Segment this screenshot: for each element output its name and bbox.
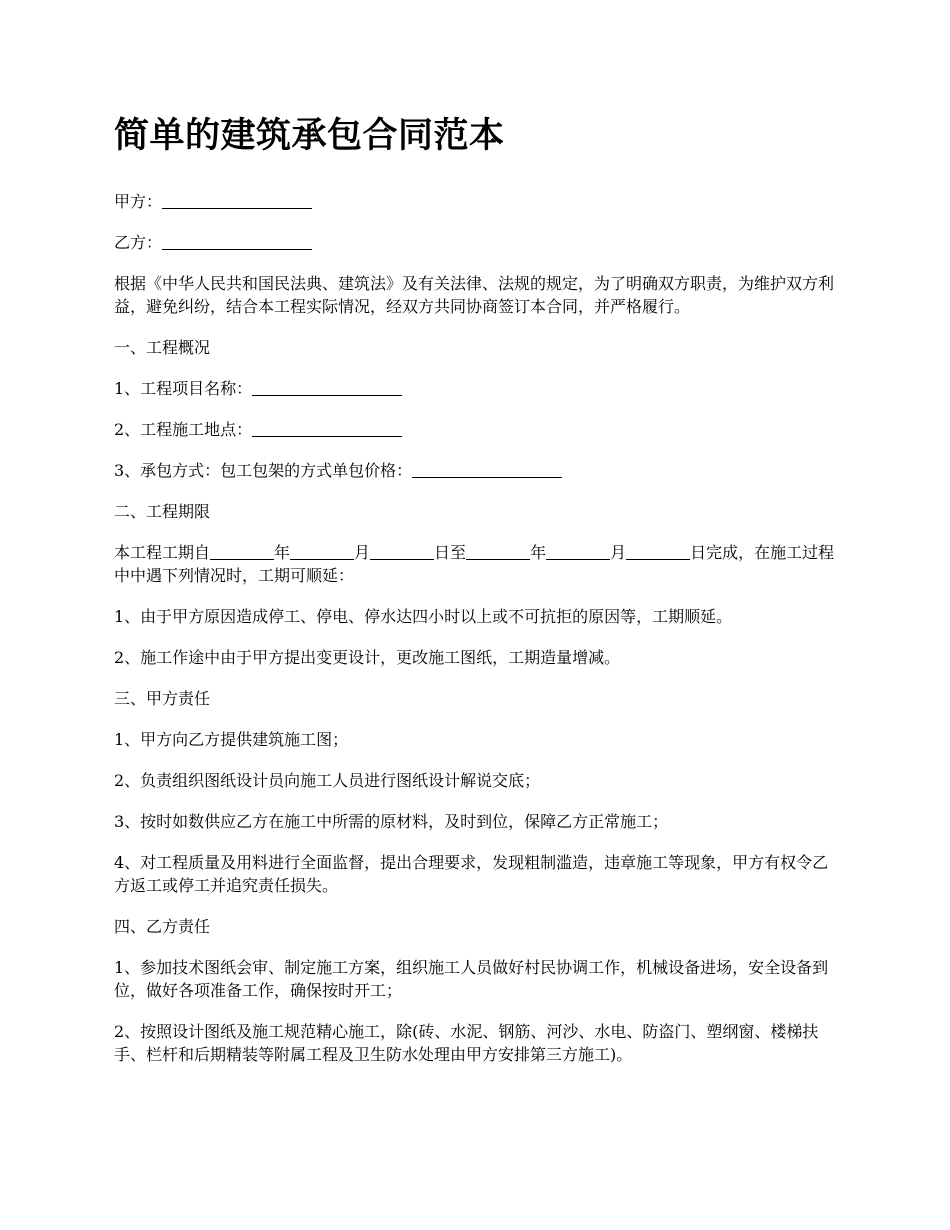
section-2-heading: 二、工程期限 bbox=[114, 502, 211, 521]
end-year-blank bbox=[466, 544, 530, 560]
extension-item-1: 1、由于甲方原因造成停工、停电、停水达四小时以上或不可抗拒的原因等，工期顺延。 bbox=[114, 607, 733, 626]
party-a-duty-4: 4、对工程质量及用料进行全面监督，提出合理要求，发现粗制滥造，违章施工等现象，甲方有权令乙方返工或停工并追究责任损失。 bbox=[114, 853, 829, 895]
project-name-line bbox=[114, 377, 838, 400]
party-b-line bbox=[114, 231, 838, 254]
party-a-duty-1: 1、甲方向乙方提供建筑施工图； bbox=[114, 730, 349, 749]
party-b-duty-2: 2、按照设计图纸及施工规范精心施工，除(砖、水泥、钢筋、河沙、水电、防盗门、塑纲窗、楼梯扶手、栏杆和后期精装等附属工程及卫生防水处理由甲方安排第三方施工)。 bbox=[114, 1022, 819, 1064]
period-month2-text: 月 bbox=[610, 543, 627, 562]
project-location-blank bbox=[252, 421, 402, 437]
contract-method-label: 3、承包方式：包工包架的方式单包价格： bbox=[114, 461, 413, 480]
document-title: 简单的建筑承包合同范本 bbox=[114, 115, 505, 156]
party-b-blank bbox=[162, 234, 312, 250]
party-b-duty-1: 1、参加技术图纸会审、制定施工方案，组织施工人员做好村民协调工作，机械设备进场，安全设备到位，做好各项准备工作，确保按时开工； bbox=[114, 958, 829, 1000]
period-start-text: 本工程工期自 bbox=[114, 543, 211, 562]
section-3-heading: 三、甲方责任 bbox=[114, 689, 211, 708]
period-month-text: 月 bbox=[354, 543, 371, 562]
party-a-line bbox=[114, 190, 838, 213]
period-paragraph bbox=[114, 541, 838, 587]
start-month-blank bbox=[290, 544, 354, 560]
project-location-label: 2、工程施工地点： bbox=[114, 420, 253, 439]
extension-item-2: 2、施工作途中由于甲方提出变更设计，更改施工图纸，工期造量增减。 bbox=[114, 648, 621, 667]
section-1-heading: 一、工程概况 bbox=[114, 338, 211, 357]
party-a-blank bbox=[162, 193, 312, 209]
party-a-duty-3: 3、按时如数供应乙方在施工中所需的原材料，及时到位，保障乙方正常施工； bbox=[114, 812, 669, 831]
contract-method-line bbox=[114, 459, 838, 482]
party-a-label: 甲方： bbox=[114, 192, 163, 211]
period-year-text: 年 bbox=[274, 543, 291, 562]
project-name-blank bbox=[252, 380, 402, 396]
section-4-heading: 四、乙方责任 bbox=[114, 917, 211, 936]
project-name-label: 1、工程项目名称： bbox=[114, 379, 253, 398]
project-location-line bbox=[114, 418, 838, 441]
period-tail-text: 日完成，在施工过程中中遇下列情况时，工期可顺延： bbox=[114, 543, 835, 585]
period-year2-text: 年 bbox=[530, 543, 547, 562]
party-b-label: 乙方： bbox=[114, 233, 163, 252]
period-dayto-text: 日至 bbox=[434, 543, 467, 562]
start-year-blank bbox=[210, 544, 274, 560]
contract-price-blank bbox=[412, 462, 562, 478]
start-day-blank bbox=[370, 544, 434, 560]
intro-paragraph: 根据《中华人民共和国民法典、建筑法》及有关法律、法规的规定，为了明确双方职责，为维护双方利益，避免纠纷，结合本工程实际情况，经双方共同协商签订本合同，并严格履行。 bbox=[114, 274, 835, 316]
end-month-blank bbox=[546, 544, 610, 560]
party-a-duty-2: 2、负责组织图纸设计员向施工人员进行图纸设计解说交底； bbox=[114, 771, 541, 790]
end-day-blank bbox=[626, 544, 690, 560]
